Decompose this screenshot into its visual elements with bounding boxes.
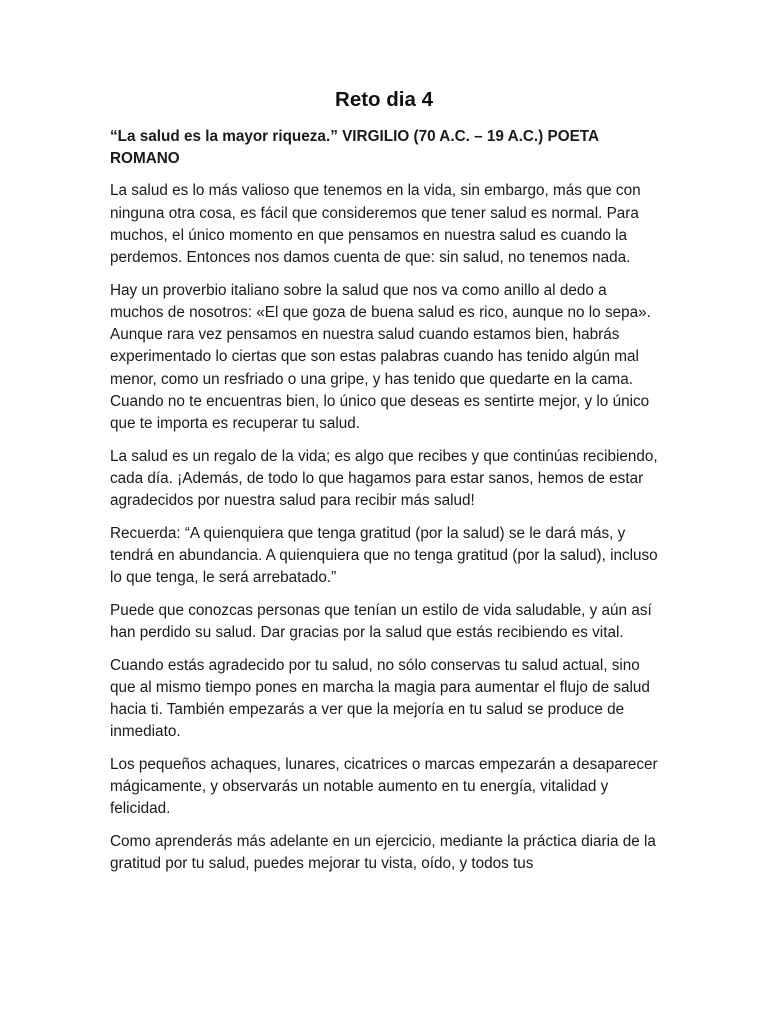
paragraph-1: La salud es lo más valioso que tenemos en la vida, sin embargo, más que con ninguna otra cosa, es fácil que consideremos que tener salud es normal. Para muchos, el único momento en que pensamos en nuestra salud es cuando la perdemos. Entonces nos damos cuenta de que: sin salud, no tenemos nada.	[110, 182, 641, 267]
paragraph-3: La salud es un regalo de la vida; es algo que recibes y que continúas recibiendo, cada día. ¡Además, de todo lo que hagamos para estar sanos, hemos de estar agradecidos por nuestra salud para recibir más salud!	[110, 447, 658, 510]
paragraph-7: Los pequeños achaques, lunares, cicatrices o marcas empezarán a desaparecer mágicamente, y observarás un notable aumento en tu energía, vitalidad y felicidad.	[110, 756, 658, 818]
paragraph-2: Hay un proverbio italiano sobre la salud que nos va como anillo al dedo a muchos de nosotros: «El que goza de buena salud es rico, aunque no lo sepa». Aunque rara vez pensamos en nuestra salud cuando estamos bien, habrás experimentado lo ciertas que son estas palabras cuando has tenido algún mal menor, como un resfriado o una gripe, y has tenido que quedarte en la cama. Cuando no te encuentras bien, lo único que deseas es sentirte mejor, y lo único que te importa es recuperar tu salud.	[110, 281, 651, 432]
paragraph-4: Recuerda: “A quienquiera que tenga gratitud (por la salud) se le dará más, y tendrá en abundancia. A quienquiera que no tenga gratitud (por la salud), incluso lo que tenga, le será arrebatado.”	[110, 524, 658, 587]
page-title: Reto dia 4	[335, 88, 433, 111]
epigraph-quote: “La salud es la mayor riqueza.” VIRGILIO (70 A.C. – 19 A.C.) POETA ROMANO	[110, 128, 599, 168]
paragraph-5: Puede que conozcas personas que tenían un estilo de vida saludable, y aún así han perdido su salud. Dar gracias por la salud que estás recibiendo es vital.	[110, 601, 652, 642]
paragraph-6: Cuando estás agradecido por tu salud, no sólo conservas tu salud actual, sino que al mismo tiempo pones en marcha la magia para aumentar el flujo de salud hacia ti. También empezarás a ver que la mejoría en tu salud se produce de inmediato.	[110, 656, 650, 741]
paragraph-8: Como aprenderás más adelante en un ejercicio, mediante la práctica diaria de la gratitud por tu salud, puedes mejorar tu vista, oído, y todos tus	[110, 833, 656, 873]
document-body	[110, 126, 663, 886]
